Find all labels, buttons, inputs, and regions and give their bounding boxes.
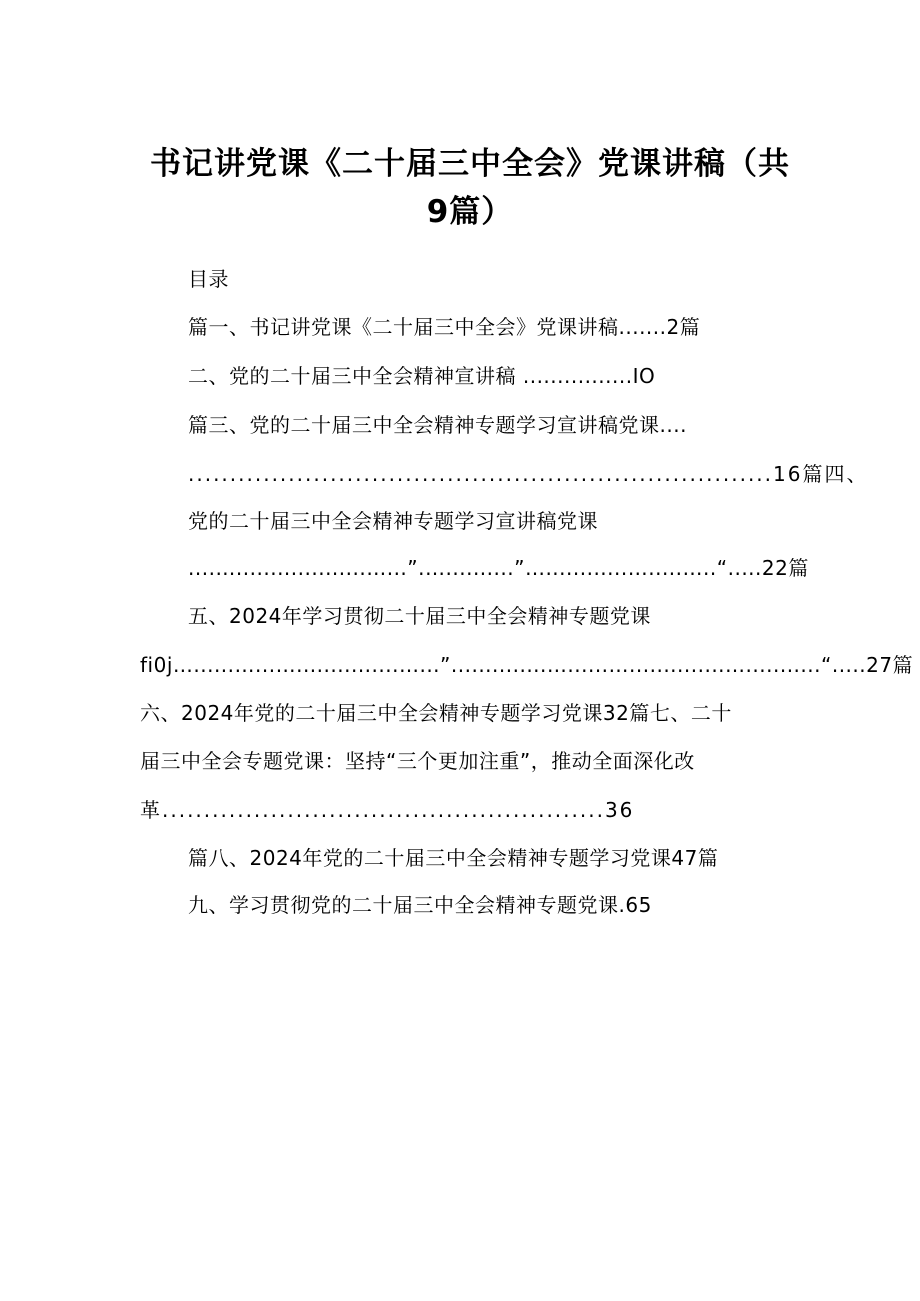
document-title-line-1: 书记讲党课《二十届三中全会》党课讲稿（共 [150, 146, 790, 182]
toc-heading: 目录 [188, 267, 229, 291]
document-title-line-2: 9篇） [426, 194, 514, 230]
toc-entry-4-continued[interactable]: ....…...................…...”.…..........”…............….....…..“.....22篇 [188, 556, 809, 580]
toc-entry-4[interactable]: 党的二十届三中全会精神专题学习宣讲稿党课 [188, 509, 598, 533]
toc-entry-3-continued[interactable]: ......................................................................16篇四、 [188, 462, 869, 486]
toc-entry-5[interactable]: 五、2024年学习贯彻二十届三中全会精神专题党课 [188, 604, 651, 628]
toc-entry-3[interactable]: 篇三、党的二十届三中全会精神专题学习宣讲稿党课.... [188, 413, 687, 437]
toc-entry-5-continued[interactable]: fi0j…......…...…...............…...”..............…......…..............…...........“.....27篇 [140, 653, 914, 677]
toc-entry-2[interactable]: 二、党的二十届三中全会精神宣讲稿 ................IO [188, 364, 656, 388]
toc-entry-8[interactable]: 篇八、2024年党的二十届三中全会精神专题学习党课47篇 [188, 846, 719, 870]
toc-entry-7-continued[interactable]: 革.....................................................36 [140, 798, 635, 822]
toc-entry-1[interactable]: 篇一、书记讲党课《二十届三中全会》党课讲稿.......2篇 [188, 315, 701, 339]
toc-entry-9[interactable]: 九、学习贯彻党的二十届三中全会精神专题党课.65 [188, 893, 652, 917]
toc-entry-6[interactable]: 六、2024年党的二十届三中全会精神专题学习党课32篇七、二十 [140, 701, 732, 725]
toc-entry-7[interactable]: 届三中全会专题党课：坚持“三个更加注重”，推动全面深化改 [140, 749, 695, 773]
